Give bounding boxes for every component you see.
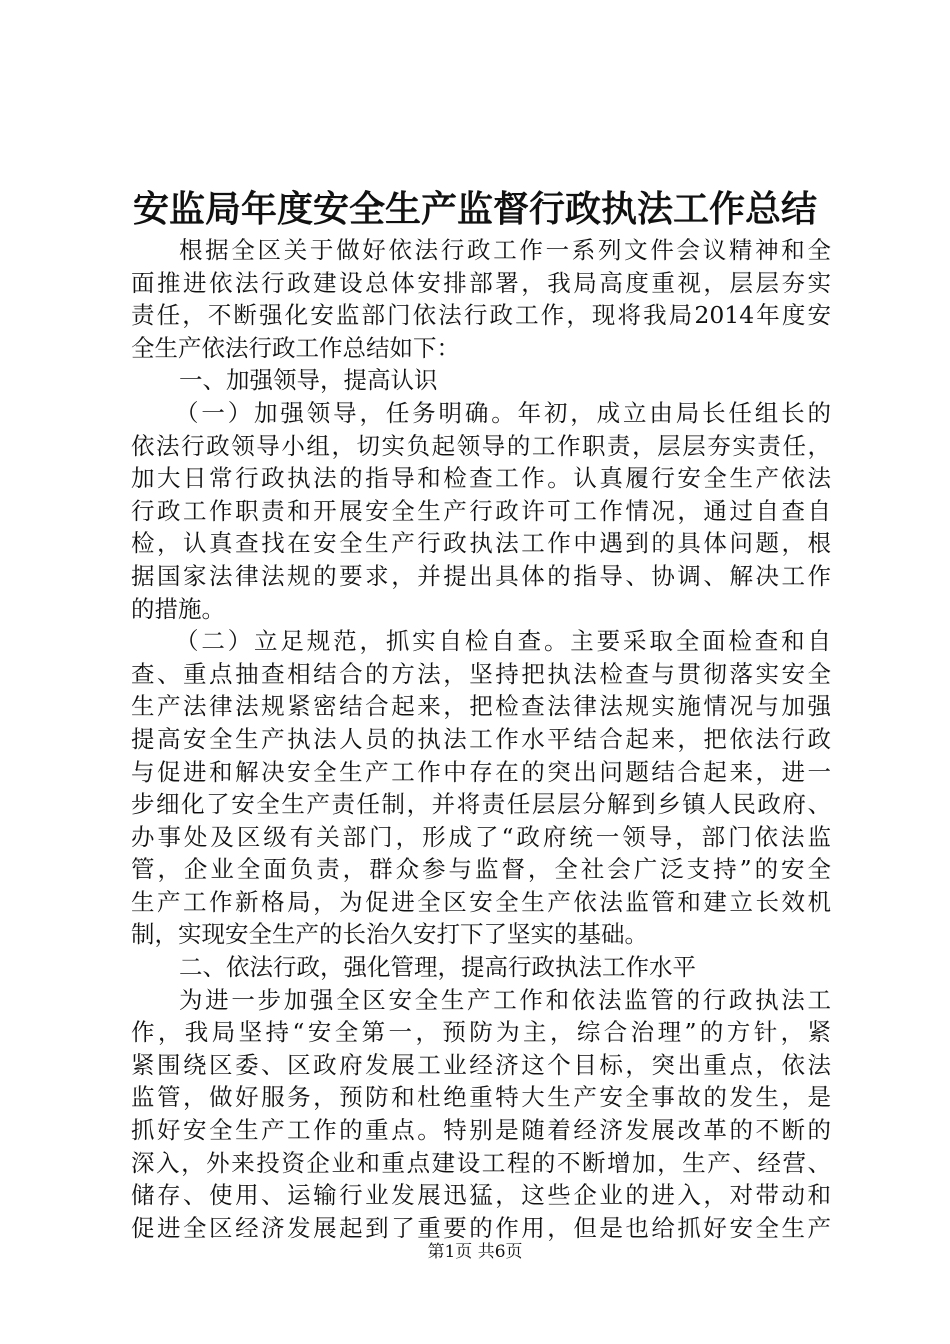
body-line: （一）加强领导，任务明确。年初，成立由局长任组长的 — [175, 398, 831, 427]
body-line: 全生产依法行政工作总结如下： — [131, 333, 460, 362]
body-line: 管，企业全面负责，群众参与监督，全社会广泛支持”的安全 — [131, 855, 831, 884]
body-line: 抓好安全生产工作的重点。特别是随着经济发展改革的不断的 — [131, 1116, 831, 1145]
body-line: 与促进和解决安全生产工作中存在的突出问题结合起来，进一 — [131, 757, 831, 786]
document-body — [131, 234, 831, 1244]
body-line: 责任，不断强化安监部门依法行政工作，现将我局2014年度安 — [131, 301, 831, 330]
body-line: 行政工作职责和开展安全生产行政许可工作情况，通过自查自 — [131, 496, 831, 525]
body-line: 制，实现安全生产的长治久安打下了坚实的基础。 — [131, 920, 648, 949]
body-line: （二）立足规范，抓实自检自查。主要采取全面检查和自 — [175, 627, 831, 656]
body-line: 依法行政领导小组，切实负起领导的工作职责，层层夯实责任， — [131, 431, 831, 460]
body-line: 生产法律法规紧密结合起来，把检查法律法规实施情况与加强 — [131, 692, 831, 721]
document-title: 安监局年度安全生产监督行政执法工作总结 — [132, 188, 817, 230]
body-line: 加大日常行政执法的指导和检查工作。认真履行安全生产依法 — [131, 464, 831, 493]
body-line: 办事处及区级有关部门，形成了“政府统一领导，部门依法监 — [131, 822, 831, 851]
body-line: 根据全区关于做好依法行政工作一系列文件会议精神和全 — [179, 236, 831, 264]
body-line: 面推进依法行政建设总体安排部署，我局高度重视，层层夯实 — [131, 268, 831, 297]
body-line: 提高安全生产执法人员的执法工作水平结合起来，把依法行政 — [131, 724, 831, 753]
section-heading: 二、依法行政，强化管理，提高行政执法工作水平 — [179, 953, 696, 982]
body-line: 的措施。 — [131, 594, 225, 623]
body-line: 检，认真查找在安全生产行政执法工作中遇到的具体问题，根 — [131, 529, 831, 558]
body-line: 储存、使用、运输行业发展迅猛，这些企业的进入，对带动和 — [131, 1181, 831, 1210]
body-line: 查、重点抽查相结合的方法，坚持把执法检查与贯彻落实安全 — [131, 659, 831, 688]
page-footer: 第1页 共6页 — [427, 1242, 523, 1262]
body-line: 为进一步加强全区安全生产工作和依法监管的行政执法工 — [179, 985, 831, 1014]
body-line: 据国家法律法规的要求，并提出具体的指导、协调、解决工作 — [131, 561, 831, 590]
body-line: 步细化了安全生产责任制，并将责任层层分解到乡镇人民政府、 — [131, 790, 831, 819]
body-line: 作，我局坚持“安全第一，预防为主，综合治理”的方针，紧 — [131, 1018, 831, 1047]
body-line: 紧围绕区委、区政府发展工业经济这个目标，突出重点，依法 — [131, 1050, 831, 1079]
body-line: 生产工作新格局，为促进全区安全生产依法监管和建立长效机 — [131, 887, 831, 916]
body-line: 促进全区经济发展起到了重要的作用，但是也给抓好安全生产 — [131, 1213, 831, 1242]
section-heading: 一、加强领导，提高认识 — [179, 366, 438, 395]
body-line: 深入，外来投资企业和重点建设工程的不断增加，生产、经营、 — [131, 1148, 831, 1177]
body-line: 监管，做好服务，预防和杜绝重特大生产安全事故的发生，是 — [131, 1083, 831, 1112]
